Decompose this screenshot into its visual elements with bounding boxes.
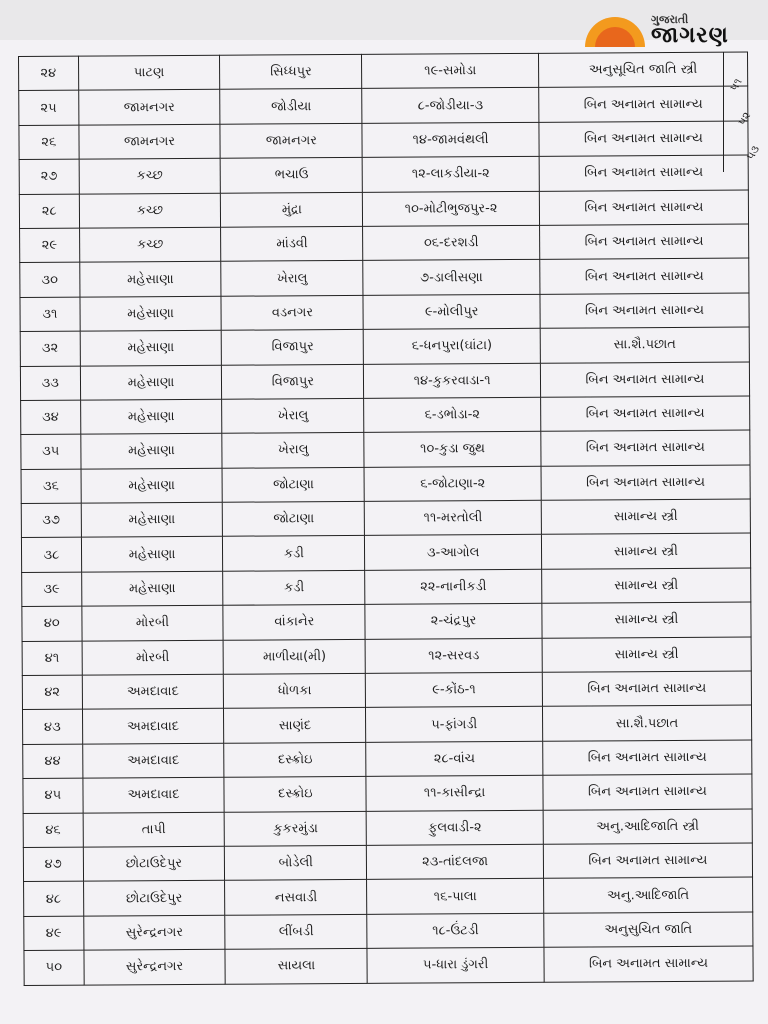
taluka-cell: વાંકાનેર (223, 605, 365, 640)
table-row (20, 362, 749, 401)
taluka-cell: વિજાપુર (222, 364, 364, 399)
district-cell: અમદાવાદ (82, 674, 224, 709)
serial-number-cell: ૪૧ (22, 641, 82, 676)
district-cell: અમદાવાદ (82, 709, 224, 744)
seat-cell: ૮-જોડીયા-૩ (362, 88, 539, 123)
category-cell: સામાન્ય સ્ત્રી (542, 637, 751, 673)
seat-cell: ૫-ફાંગડી (366, 707, 543, 742)
taluka-cell: સાણંદ (224, 708, 366, 743)
taluka-cell: જામનગર (220, 123, 362, 158)
table-row (22, 671, 751, 710)
category-cell: બિન અનામત સામાન્ય (543, 740, 752, 776)
district-cell: કચ્છ (79, 227, 221, 262)
district-cell: મહેસાણા (81, 468, 223, 503)
taluka-cell: મુંદ્રા (221, 192, 363, 227)
taluka-cell: જોડીયા (220, 89, 362, 124)
serial-number-cell: ૨૮ (19, 194, 79, 229)
seat-cell: ૧૦-મોટીભુજપુર-૨ (363, 191, 540, 226)
seat-cell: ૧૪-જામવંથલી (362, 122, 539, 157)
serial-number-cell: ૪૦ (22, 606, 82, 641)
seat-cell: ફુલવાડી-૨ (366, 810, 543, 845)
seat-cell: ૨-ચંદ્રપુર (365, 604, 542, 639)
serial-number-cell: ૩૭ (21, 503, 81, 538)
serial-number-cell: ૫૦ (24, 950, 84, 985)
district-cell: મહેસાણા (80, 399, 222, 434)
side-fragment: ૫૧ (727, 76, 745, 94)
serial-number-cell: ૪૯ (24, 916, 84, 951)
district-cell: છોટાઉદેપુર (83, 846, 225, 881)
logo-big-text: જાગરણ (651, 22, 729, 48)
district-cell: મહેસાણા (81, 571, 223, 606)
table-row (21, 465, 750, 504)
district-cell: મહેસાણા (80, 365, 222, 400)
category-cell: સામાન્ય સ્ત્રી (542, 602, 751, 638)
serial-number-cell: ૪૬ (23, 813, 83, 848)
table-row (23, 809, 752, 848)
seat-reservation-table (18, 52, 754, 986)
category-cell: અનુસુચિત જાતિ (544, 912, 753, 948)
seat-cell: ૬-ડભોડા-૨ (364, 397, 541, 432)
district-cell: છોટાઉદેપુર (83, 881, 225, 916)
category-cell: બિન અનામત સામાન્ય (541, 430, 750, 466)
category-cell: બિન અનામત સામાન્ય (542, 671, 751, 707)
seat-cell: ૬-ધનપુરા(ઘાંટા) (364, 328, 541, 363)
serial-number-cell: ૨૫ (19, 91, 79, 126)
district-cell: જામનગર (78, 90, 220, 125)
district-cell: કચ્છ (79, 193, 221, 228)
taluka-cell: માળીયા(મી) (224, 639, 366, 674)
district-cell: મહેસાણા (81, 502, 223, 537)
table-row (21, 430, 750, 469)
district-cell: મોરબી (82, 640, 224, 675)
category-cell: બિન અનામત સામાન્ય (539, 121, 748, 157)
district-cell: મહેસાણા (80, 434, 222, 469)
serial-number-cell: ૨૯ (20, 228, 80, 263)
table-row (20, 293, 749, 332)
seat-cell: ૨૨-નાનીકડી (365, 569, 542, 604)
serial-number-cell: ૪૪ (23, 744, 83, 779)
category-cell: બિન અનામત સામાન્ય (540, 293, 749, 329)
table-row (21, 396, 750, 435)
serial-number-cell: ૩૫ (21, 434, 81, 469)
serial-number-cell: ૨૭ (19, 159, 79, 194)
category-cell: બિન અનામત સામાન્ય (541, 396, 750, 432)
category-cell: સા.શૈ.પછાત (540, 327, 749, 363)
category-cell: સામાન્ય સ્ત્રી (541, 499, 750, 535)
district-cell: જામનગર (78, 124, 220, 159)
seat-cell: ૧૧-મરતોલી (365, 500, 542, 535)
district-cell: મહેસાણા (81, 537, 223, 572)
serial-number-cell: ૩૨ (20, 331, 80, 366)
serial-number-cell: ૪૮ (24, 881, 84, 916)
serial-number-cell: ૩૧ (20, 297, 80, 332)
serial-number-cell: ૩૬ (21, 469, 81, 504)
table-row (20, 258, 749, 297)
serial-number-cell: ૨૬ (19, 125, 79, 160)
taluka-cell: કડી (223, 570, 365, 605)
taluka-cell: વિજાપુર (222, 330, 364, 365)
category-cell: અનુસૂચિત જાતિ સ્ત્રી (538, 52, 747, 88)
seat-cell: ૨૮-વાંચ (366, 741, 543, 776)
taluka-cell: દસ્ક્રોઇ (224, 742, 366, 777)
category-cell: બિન અનામત સામાન્ય (539, 86, 748, 122)
table-row (23, 843, 752, 882)
serial-number-cell: ૩૪ (21, 400, 81, 435)
category-cell: સામાન્ય સ્ત્રી (542, 568, 751, 604)
taluka-cell: ખેરાલુ (221, 261, 363, 296)
sun-logo-icon (579, 13, 645, 47)
logo-small-text: ગુજરાતી (651, 12, 689, 26)
table-row (22, 705, 751, 744)
table-row (22, 602, 751, 641)
category-cell: બિન અનામત સામાન્ય (543, 774, 752, 810)
table-row (21, 534, 750, 573)
taluka-cell: સિધ્ધપુર (220, 54, 362, 89)
seat-cell: ૭-ડાલીસણા (363, 260, 540, 295)
district-cell: અમદાવાદ (82, 743, 224, 778)
side-fragment: ૫૩ (743, 143, 763, 163)
category-cell: સામાન્ય સ્ત્રી (541, 534, 750, 570)
seat-cell: ૯-મોલીપુર (363, 294, 540, 329)
serial-number-cell: ૪૫ (23, 778, 83, 813)
district-cell: પાટણ (78, 55, 220, 90)
table-row (22, 637, 751, 676)
taluka-cell: ખેરાલુ (222, 433, 364, 468)
district-cell: કચ્છ (79, 158, 221, 193)
table-row (19, 52, 748, 91)
district-cell: તાપી (83, 812, 225, 847)
seat-cell: ૧૬-પાલા (367, 879, 544, 914)
taluka-cell: જોટાણા (223, 501, 365, 536)
serial-number-cell: ૩૮ (21, 538, 81, 573)
table-row (19, 86, 748, 125)
taluka-cell: કડી (223, 536, 365, 571)
category-cell: બિન અનામત સામાન્ય (540, 362, 749, 398)
table-row (24, 912, 753, 951)
taluka-cell: જોટાણા (222, 467, 364, 502)
category-cell: અનુ.આદિજાતિ (543, 877, 752, 913)
seat-cell: ૨૩-તાંદલજા (367, 844, 544, 879)
category-cell: બિન અનામત સામાન્ય (540, 258, 749, 294)
district-cell: અમદાવાદ (82, 777, 224, 812)
district-cell: સુરેન્દ્રનગર (84, 949, 226, 984)
seat-cell: ૩-આગોલ (365, 535, 542, 570)
district-cell: મહેસાણા (80, 296, 222, 331)
seat-cell: ૧૧-કાસીન્દ્રા (366, 776, 543, 811)
category-cell: બિન અનામત સામાન્ય (539, 155, 748, 191)
serial-number-cell: ૪૭ (23, 847, 83, 882)
table-row (23, 774, 752, 813)
table-row (21, 499, 750, 538)
table-row (23, 740, 752, 779)
district-cell: મહેસાણા (80, 330, 222, 365)
taluka-cell: ધોળકા (224, 673, 366, 708)
serial-number-cell: ૪૩ (22, 710, 82, 745)
table-row (20, 327, 749, 366)
seat-cell: ૫-ધારા ડુંગરી (367, 947, 544, 982)
table-row (24, 946, 753, 985)
table-row (20, 224, 749, 263)
taluka-cell: નસવાડી (225, 880, 367, 915)
category-cell: સા.શૈ.પછાત (542, 705, 751, 741)
serial-number-cell: ૩૦ (20, 262, 80, 297)
seat-cell: ૧૯-સમોડા (362, 53, 539, 88)
seat-cell: ૯-કોંઠ-૧ (366, 672, 543, 707)
category-cell: બિન અનામત સામાન્ય (539, 224, 748, 260)
taluka-cell: ખેરાલુ (222, 398, 364, 433)
table-row (19, 190, 748, 229)
seat-cell: ૦૬-દરશડી (363, 225, 540, 260)
gujarati-jagran-logo (579, 6, 754, 54)
taluka-cell: કુકરમુંડા (225, 811, 367, 846)
category-cell: બિન અનામત સામાન્ય (544, 946, 753, 982)
district-cell: મોરબી (81, 606, 223, 641)
taluka-cell: બોડેલી (225, 845, 367, 880)
taluka-cell: ભચાઉ (221, 158, 363, 193)
district-cell: મહેસાણા (79, 262, 221, 297)
category-cell: બિન અનામત સામાન્ય (541, 465, 750, 501)
side-fragment: ૫૨ (735, 109, 754, 128)
table-row (24, 877, 753, 916)
category-cell: અનુ.આદિજાતિ સ્ત્રી (543, 809, 752, 845)
taluka-cell: વડનગર (221, 295, 363, 330)
seat-cell: ૧૮-ઉંટડી (367, 913, 544, 948)
serial-number-cell: ૩૩ (20, 366, 80, 401)
seat-cell: ૧૦-કુડા જુથ (364, 432, 541, 467)
seat-cell: ૬-જોટાણા-૨ (364, 466, 541, 501)
seat-cell: ૧૪-કુકરવાડા-૧ (364, 363, 541, 398)
taluka-cell: લીંબડી (225, 914, 367, 949)
district-cell: સુરેન્દ્રનગર (83, 915, 225, 950)
serial-number-cell: ૨૪ (19, 56, 79, 91)
serial-number-cell: ૪૨ (22, 675, 82, 710)
taluka-cell: દસ્ક્રોઇ (224, 777, 366, 812)
category-cell: બિન અનામત સામાન્ય (539, 190, 748, 226)
category-cell: બિન અનામત સામાન્ય (543, 843, 752, 879)
table-row (19, 121, 748, 160)
table-row (19, 155, 748, 194)
serial-number-cell: ૩૯ (22, 572, 82, 607)
seat-cell: ૧૨-લાકડીયા-૨ (362, 156, 539, 191)
taluka-cell: માંડવી (221, 226, 363, 261)
seat-cell: ૧૨-સરવડ (365, 638, 542, 673)
table-row (22, 568, 751, 607)
taluka-cell: સાયલા (225, 949, 367, 984)
